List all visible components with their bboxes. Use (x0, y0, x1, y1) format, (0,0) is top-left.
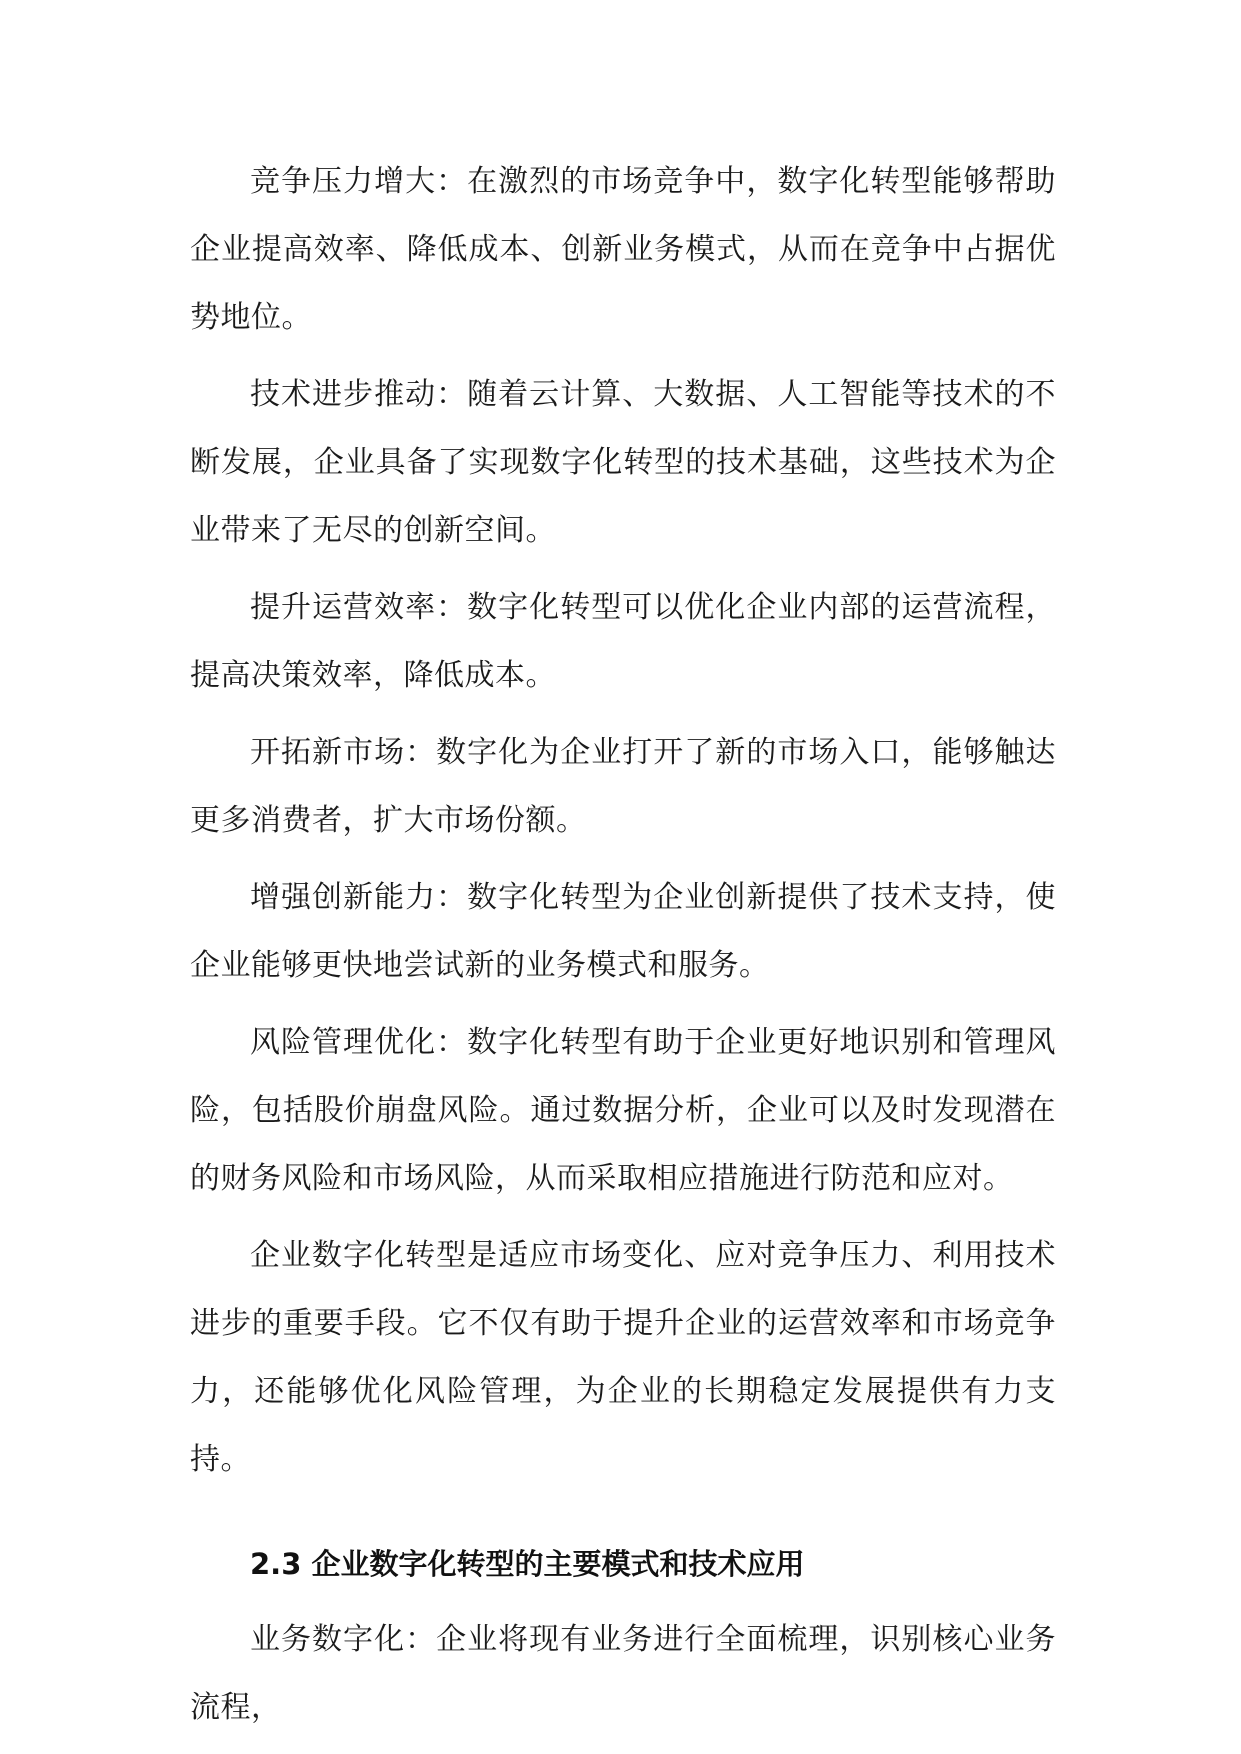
paragraph-operational-efficiency: 提升运营效率：数字化转型可以优化企业内部的运营流程，提高决策效率，降低成本。 (190, 590, 1056, 693)
paragraph-business-digitalization: 业务数字化：企业将现有业务进行全面梳理，识别核心业务流程， (190, 1622, 1056, 1725)
paragraph-competition-pressure: 竞争压力增大：在激烈的市场竞争中，数字化转型能够帮助企业提高效率、降低成本、创新业务模式，从而在竞争中占据优势地位。 (190, 164, 1056, 335)
paragraph-new-markets: 开拓新市场：数字化为企业打开了新的市场入口，能够触达更多消费者，扩大市场份额。 (190, 735, 1056, 838)
section-heading: 2.3 企业数字化转型的主要模式和技术应用 (250, 1547, 805, 1581)
document-body (190, 148, 1056, 1751)
paragraph-technology-progress: 技术进步推动：随着云计算、大数据、人工智能等技术的不断发展，企业具备了实现数字化转型的技术基础，这些技术为企业带来了无尽的创新空间。 (190, 377, 1056, 548)
paragraph-innovation-capability: 增强创新能力：数字化转型为企业创新提供了技术支持，使企业能够更快地尝试新的业务模式和服务。 (190, 880, 1056, 983)
paragraph-summary: 企业数字化转型是适应市场变化、应对竞争压力、利用技术进步的重要手段。它不仅有助于提升企业的运营效率和市场竞争力，还能够优化风险管理，为企业的长期稳定发展提供有力支持。 (190, 1238, 1056, 1477)
paragraph-risk-management: 风险管理优化：数字化转型有助于企业更好地识别和管理风险，包括股价崩盘风险。通过数据分析，企业可以及时发现潜在的财务风险和市场风险，从而采取相应措施进行防范和应对。 (190, 1025, 1056, 1196)
